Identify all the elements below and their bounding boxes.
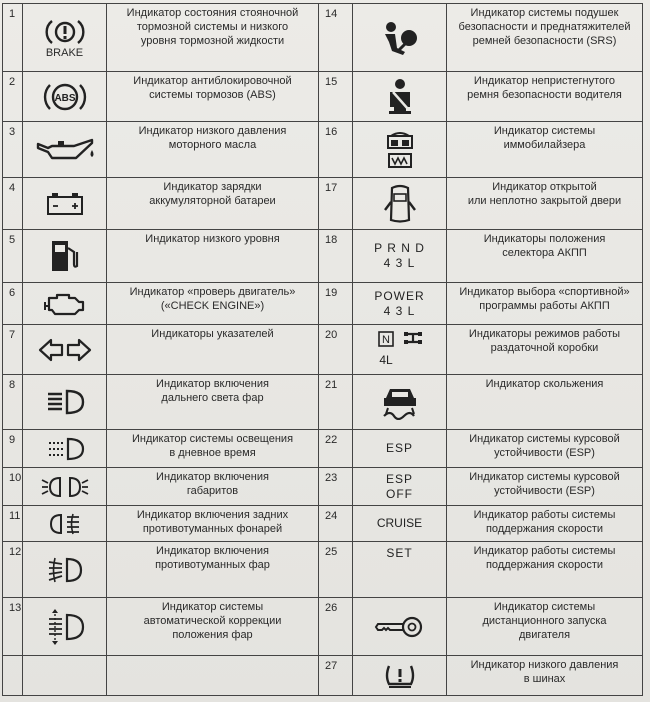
row-number: 27 <box>319 656 353 696</box>
description: Индикатор выбора «спортивной» программы работы АКПП <box>447 283 643 325</box>
row-number: 20 <box>319 325 353 375</box>
description: Индикатор работы системы поддержания скорости <box>447 542 643 598</box>
row-number: 9 <box>3 430 23 468</box>
immobilizer-icon <box>353 122 447 178</box>
row-number: 13 <box>3 598 23 656</box>
description: Индикатор «проверь двигатель» («CHECK ENGINE») <box>107 283 319 325</box>
description: Индикатор системы иммобилайзера <box>447 122 643 178</box>
brake-icon <box>23 4 107 72</box>
headlight-leveling-icon <box>23 598 107 656</box>
oil-can-icon <box>23 122 107 178</box>
description: Индикаторы режимов работы раздаточной коробки <box>447 325 643 375</box>
description: Индикатор системы подушек безопасности и преднатяжителей ремней безопасности (SRS) <box>447 4 643 72</box>
check-engine-icon <box>23 283 107 325</box>
row-number: 7 <box>3 325 23 375</box>
row-number: 25 <box>319 542 353 598</box>
abs-icon <box>23 72 107 122</box>
description: Индикатор включения противотуманных фар <box>107 542 319 598</box>
row-number: 19 <box>319 283 353 325</box>
description: Индикатор непристегнутого ремня безопасности водителя <box>447 72 643 122</box>
front-fog-light-icon <box>23 542 107 598</box>
description: Индикатор работы системы поддержания скорости <box>447 506 643 542</box>
row-number: 12 <box>3 542 23 598</box>
row-number: 23 <box>319 468 353 506</box>
gear-selector-indicator: P R N D 4 3 L <box>353 230 447 283</box>
row-number: 17 <box>319 178 353 230</box>
row-number: 11 <box>3 506 23 542</box>
description: Индикатор системы курсовой устойчивости (ESP) <box>447 468 643 506</box>
remote-start-key-icon <box>353 598 447 656</box>
row-number: 1 <box>3 4 23 72</box>
rear-fog-light-icon <box>23 506 107 542</box>
description: Индикатор антиблокировочной системы тормозов (ABS) <box>107 72 319 122</box>
description: Индикатор состояния стояночной тормозной системы и низкого уровня тормозной жидкости <box>107 4 319 72</box>
brake-label: BRAKE <box>45 46 84 59</box>
description: Индикатор системы автоматической коррекции положения фар <box>107 598 319 656</box>
airbag-icon <box>353 4 447 72</box>
skid-car-icon <box>353 375 447 430</box>
row-number: 16 <box>319 122 353 178</box>
description: Индикаторы указателей <box>107 325 319 375</box>
row-number: 22 <box>319 430 353 468</box>
description: Индикатор открытой или неплотно закрытой двери <box>447 178 643 230</box>
row-number: 14 <box>319 4 353 72</box>
description: Индикаторы положения селектора АКПП <box>447 230 643 283</box>
battery-icon <box>23 178 107 230</box>
power-mode-indicator: POWER 4 3 L <box>353 283 447 325</box>
transfer-case-4l-label: 4L <box>378 352 393 367</box>
row-number: 24 <box>319 506 353 542</box>
daytime-running-light-icon <box>23 430 107 468</box>
high-beam-icon <box>23 375 107 430</box>
row-number: 10 <box>3 468 23 506</box>
abs-label: ABS <box>53 92 76 104</box>
tire-pressure-icon <box>353 656 447 696</box>
description: Индикатор системы курсовой устойчивости (ESP) <box>447 430 643 468</box>
row-number: 2 <box>3 72 23 122</box>
parking-lights-icon <box>23 468 107 506</box>
cruise-indicator: CRUISE <box>353 506 447 542</box>
transfer-case-n-label: N <box>381 333 390 346</box>
description: Индикатор включения задних противотуманных фонарей <box>107 506 319 542</box>
description: Индикатор системы освещения в дневное время <box>107 430 319 468</box>
esp-off-indicator: ESP OFF <box>353 468 447 506</box>
turn-signal-arrows-icon <box>23 325 107 375</box>
description: Индикатор низкого давления в шинах <box>447 656 643 696</box>
seatbelt-icon <box>353 72 447 122</box>
description: Индикатор низкого давления моторного масла <box>107 122 319 178</box>
row-number: 8 <box>3 375 23 430</box>
description: Индикатор низкого уровня <box>107 230 319 283</box>
description: Индикатор системы дистанционного запуска двигателя <box>447 598 643 656</box>
esp-indicator: ESP <box>353 430 447 468</box>
cruise-set-indicator: SET <box>353 542 447 598</box>
description: Индикатор зарядки аккумуляторной батареи <box>107 178 319 230</box>
row-number: 18 <box>319 230 353 283</box>
description: Индикатор скольжения <box>447 375 643 430</box>
description: Индикатор включения дальнего света фар <box>107 375 319 430</box>
indicator-table <box>2 3 643 696</box>
row-number: 4 <box>3 178 23 230</box>
door-open-icon <box>353 178 447 230</box>
row-number: 15 <box>319 72 353 122</box>
transfer-case-icon <box>353 325 447 375</box>
row-number: 26 <box>319 598 353 656</box>
row-number: 21 <box>319 375 353 430</box>
row-number: 6 <box>3 283 23 325</box>
description: Индикатор включения габаритов <box>107 468 319 506</box>
fuel-pump-icon <box>23 230 107 283</box>
row-number: 5 <box>3 230 23 283</box>
row-number: 3 <box>3 122 23 178</box>
